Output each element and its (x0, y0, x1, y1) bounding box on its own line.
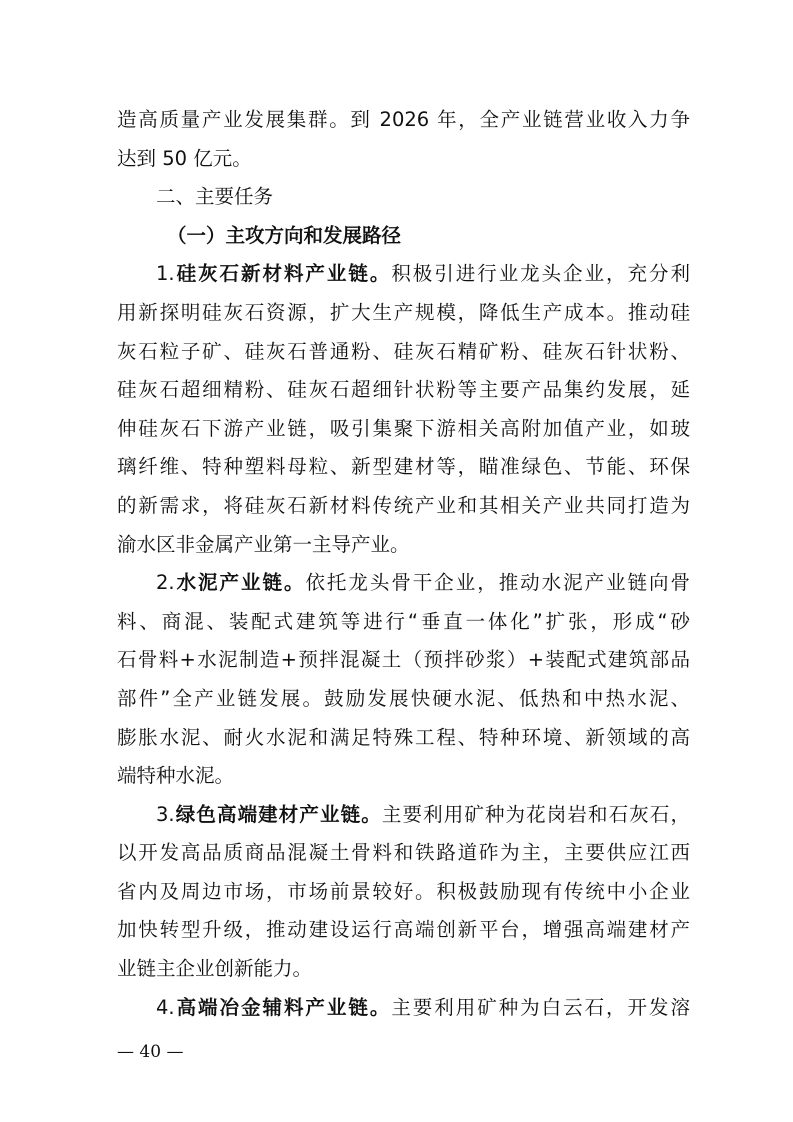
item-title: 绿色高端建材产业链。 (174, 802, 382, 826)
text-line: 璃纤维、特种塑料母粒、新型建材等，瞄准绿色、节能、环保 (117, 455, 690, 479)
text-line (117, 564, 690, 603)
body-text (117, 101, 690, 1027)
text-line (117, 255, 690, 294)
text-line: 用新探明硅灰石资源，扩大生产规模，降低生产成本。推动硅 (117, 300, 690, 324)
text-run: 主要利用矿种为白云石，开发溶 (391, 995, 690, 1019)
item-title: 高端冶金辅料产业链。 (174, 995, 392, 1019)
text-run: 主要利用矿种为花岗岩和石灰石， (381, 802, 690, 826)
section-heading: 二、主要任务 (156, 185, 274, 209)
text-line: 渝水区非金属产业第一主导产业。 (117, 532, 410, 556)
item-title: 水泥产业链。 (174, 571, 306, 595)
text-run: 积极引进行业龙头企业，充分利 (391, 262, 690, 286)
item-title: 硅灰石新材料产业链。 (174, 262, 392, 286)
text-line (117, 989, 690, 1028)
text-line: 伸硅灰石下游产业链，吸引集聚下游相关高附加值产业，如玻 (117, 416, 690, 440)
item-number: 3. (156, 802, 175, 826)
paragraph-cement-chain (117, 564, 690, 796)
text-line: 料、商混、装配式建筑等进行“垂直一体化”扩张，形成“砂 (117, 609, 690, 633)
item-number: 4. (156, 995, 175, 1019)
subsection-heading: （一）主攻方向和发展路径 (167, 223, 402, 247)
text-line: 加快转型升级，推动建设运行高端创新平台，增强高端建材产 (117, 918, 690, 942)
text-line: 业链主企业创新能力。 (117, 957, 313, 981)
text-line: 省内及周边市场，市场前景较好。积极鼓励现有传统中小企业 (117, 879, 690, 903)
text-line: 的新需求，将硅灰石新材料传统产业和其相关产业共同打造为 (117, 493, 690, 517)
text-run: 依托龙头骨干企业，推动水泥产业链向骨 (305, 571, 690, 595)
text-line: 造高质量产业发展集群。到 2026 年，全产业链营业收入力争 (117, 108, 690, 131)
text-line: 石骨料+水泥制造+预拌混凝土（预拌砂浆）+装配式建筑部品 (117, 648, 690, 672)
paragraph-green-building-materials-chain (117, 796, 690, 989)
text-line: 灰石粒子矿、硅灰石普通粉、硅灰石精矿粉、硅灰石针状粉、 (117, 339, 690, 363)
paragraph-intro-continuation (117, 101, 690, 178)
text-line: 膨胀水泥、耐火水泥和满足特殊工程、特种环境、新领域的高 (117, 725, 690, 749)
page-number: — 40 — (117, 1042, 184, 1062)
item-number: 2. (156, 571, 175, 595)
text-line: 部件”全产业链发展。鼓励发展快硬水泥、低热和中热水泥、 (117, 686, 690, 710)
item-number: 1. (156, 262, 175, 286)
text-line: 达到 50 亿元。 (117, 146, 252, 170)
text-line: 端特种水泥。 (117, 764, 235, 788)
paragraph-wollastonite-chain (117, 255, 690, 564)
text-line: 以开发高品质商品混凝土骨料和铁路道砟为主，主要供应江西 (117, 841, 690, 865)
text-line: 硅灰石超细精粉、硅灰石超细针状粉等主要产品集约发展，延 (117, 378, 690, 402)
paragraph-metallurgical-auxiliary-chain (117, 989, 690, 1028)
text-line (117, 796, 690, 835)
